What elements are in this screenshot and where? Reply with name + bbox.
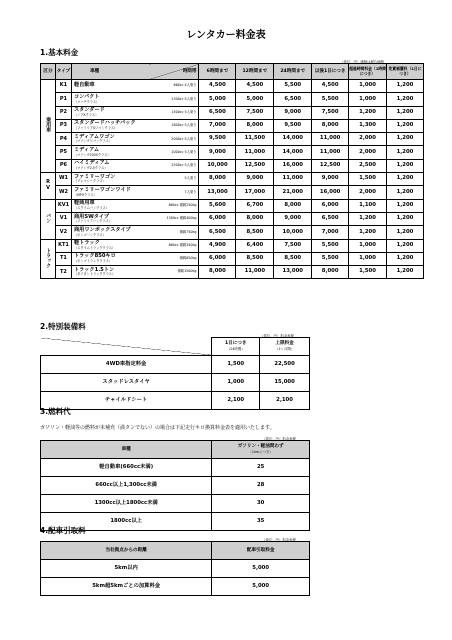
price-cell: 14,000 [274, 146, 312, 159]
price-cell: 4,500 [236, 80, 274, 93]
cap-value: 22,500 [260, 356, 310, 374]
price-cell: 8,500 [236, 252, 274, 265]
price-cell: 1,200 [387, 186, 424, 199]
table-row [41, 560, 310, 578]
price-cell: 7,500 [274, 239, 312, 252]
table-row [41, 459, 310, 477]
price-cell: 14,000 [274, 133, 312, 146]
vehicle-cell [71, 146, 149, 159]
vehicle-name: 商用ワンボックスタイプ [73, 226, 131, 233]
header-category: 区分 [41, 64, 56, 80]
vehicle-class: （マテンザ2000クラス） [73, 152, 111, 157]
vehicle-name: 軽商用車 [73, 200, 95, 207]
category-label: 乗用車 [45, 117, 52, 133]
header-after: 以後1日につき [312, 64, 349, 80]
price-cell: 1,200 [387, 252, 424, 265]
section-1-heading: 1.基本料金 [40, 48, 79, 57]
price-cell: 5,500 [274, 80, 312, 93]
header-cap-sub: （1ヶ月間） [275, 346, 295, 351]
header-fuel-vehicle: 車種 [41, 441, 212, 459]
price-cell: 8,500 [274, 252, 312, 265]
table-row [41, 119, 424, 132]
vehicle-class: （MPVクラス） [73, 192, 97, 197]
price-cell: 1,200 [349, 106, 387, 119]
header-fuel-rate [212, 441, 310, 459]
type-cell: T2 [55, 266, 71, 279]
distance-label: 5km超5kmごとの加算料金 [41, 578, 212, 596]
price-cell: 21,000 [274, 186, 312, 199]
type-cell: P6 [55, 159, 71, 172]
table-row [41, 578, 310, 596]
vehicle-name: ファミリーワゴンワイド [73, 186, 131, 193]
vehicle-class: （マテンザ2.5クラス） [73, 166, 108, 171]
type-cell: T1 [55, 252, 71, 265]
vehicle-spec: 1300cc 積載400kg [149, 212, 199, 225]
type-cell: K1 [55, 80, 71, 93]
vehicle-name: トラック1.5トン [73, 266, 115, 273]
price-cell: 8,000 [312, 119, 349, 132]
vehicle-cell [71, 199, 149, 212]
price-cell: 8,000 [199, 173, 236, 186]
header-6h: 6時間まで [199, 64, 236, 80]
header-cap-label: 上限料金 [275, 341, 294, 347]
price-cell: 11,000 [236, 146, 274, 159]
price-cell: 16,000 [274, 159, 312, 172]
type-cell: P4 [55, 133, 71, 146]
price-cell: 1,200 [387, 80, 424, 93]
header-distance: 当社拠点からの距離 [41, 542, 212, 560]
price-cell: 7,000 [312, 226, 349, 239]
vehicle-spec: 積載850kg [149, 252, 199, 265]
vehicle-spec: 積載750kg [149, 226, 199, 239]
price-cell: 1,200 [387, 133, 424, 146]
vehicle-spec: 2500cc 5人乗り [149, 159, 199, 172]
vehicle-name: ファミリーワゴン [73, 173, 116, 180]
type-cell: P1 [55, 93, 71, 106]
per-day-value: 2,100 [212, 392, 260, 410]
price-cell: 11,000 [236, 266, 274, 279]
price-cell: 6,500 [199, 226, 236, 239]
vehicle-class: （ノアKクラス） [73, 112, 99, 117]
section-4-note: （単位：円）料金表税 [262, 538, 296, 542]
table-row [41, 146, 424, 159]
price-cell: 17,000 [236, 186, 274, 199]
price-cell: 1,200 [387, 159, 424, 172]
header-fuel-rate-sub: （1kmにつき） [248, 449, 273, 454]
type-cell: P3 [55, 119, 71, 132]
table-row [41, 266, 424, 279]
cap-value: 15,000 [260, 374, 310, 392]
vehicle-name: 軽自動車 [73, 82, 95, 89]
price-cell: 1,300 [349, 119, 387, 132]
vehicle-name: ミディアム [73, 147, 100, 154]
header-per-day-label: 1日につき [224, 341, 247, 347]
special-equipment-table [40, 337, 310, 410]
blank-header-cell [41, 338, 212, 356]
type-cell: V2 [55, 226, 71, 239]
price-cell: 9,500 [199, 133, 236, 146]
fuel-rate-value: 25 [212, 459, 310, 477]
fuel-vehicle-label: 660cc以上1,300cc未満 [41, 477, 212, 495]
section-1-note: （単位：円）価格は税込価格 [340, 60, 385, 64]
vehicle-class: （プレマシークラス） [73, 179, 106, 184]
type-cell: W2 [55, 186, 71, 199]
price-cell: 11,500 [236, 133, 274, 146]
price-cell: 9,000 [236, 173, 274, 186]
price-cell: 11,000 [312, 146, 349, 159]
section-2-note: （単位：円）料金表税 [260, 334, 294, 338]
vehicle-name: コンパクト [73, 93, 100, 100]
section-2-heading: 2.特別装備料 [40, 322, 86, 331]
type-cell: W1 [55, 173, 71, 186]
price-cell: 2,000 [349, 186, 387, 199]
vehicle-name: トラック850キロ [73, 253, 116, 260]
vehicle-cell [71, 133, 149, 146]
vehicle-name: 軽トラック [73, 240, 100, 247]
price-cell: 8,000 [236, 212, 274, 225]
price-cell: 1,200 [387, 119, 424, 132]
section-3-heading: 3.燃料代 [40, 407, 71, 416]
price-cell: 1,200 [387, 146, 424, 159]
price-cell: 1,200 [387, 173, 424, 186]
price-cell: 4,900 [199, 239, 236, 252]
price-cell: 8,000 [312, 266, 349, 279]
vehicle-spec: 660cc 4人乗り [149, 80, 199, 93]
header-per-day-sub: （24時間） [226, 346, 245, 351]
price-cell: 1,200 [387, 266, 424, 279]
type-cell: V1 [55, 212, 71, 225]
delivery-fee-table [40, 541, 310, 596]
header-type: タイプ [55, 64, 71, 80]
vehicle-cell [71, 212, 149, 225]
price-cell: 6,000 [312, 199, 349, 212]
price-cell: 8,500 [236, 226, 274, 239]
price-cell: 1,200 [387, 239, 424, 252]
table-row [41, 252, 424, 265]
price-cell: 9,000 [274, 212, 312, 225]
price-cell: 2,000 [349, 146, 387, 159]
price-cell: 5,000 [236, 93, 274, 106]
basic-fee-table [40, 63, 424, 279]
price-cell: 5,000 [199, 93, 236, 106]
vehicle-spec: 660cc 積載250kg [149, 199, 199, 212]
table-row [41, 477, 310, 495]
fuel-vehicle-label: 1800cc以上 [41, 513, 212, 531]
table-row [41, 159, 424, 172]
header-insurance: 免責補償料（1日につき） [387, 64, 424, 80]
price-cell: 5,500 [312, 93, 349, 106]
header-delivery-fee: 配車引取料金 [212, 542, 310, 560]
vehicle-spec: 1300cc 5人乗り [149, 93, 199, 106]
header-vehicle: 車種 [71, 64, 149, 80]
vehicle-spec: 2000cc 5人乗り [149, 146, 199, 159]
table-row [41, 392, 310, 410]
table-row [41, 356, 310, 374]
fuel-vehicle-label: 1300cc以上1800cc未満 [41, 495, 212, 513]
distance-label: 5km以内 [41, 560, 212, 578]
price-cell: 11,000 [274, 173, 312, 186]
price-cell: 1,000 [349, 93, 387, 106]
vehicle-name: ハイミディアム [73, 160, 110, 167]
vehicle-cell [71, 226, 149, 239]
price-cell: 11,000 [312, 133, 349, 146]
price-cell: 6,500 [199, 106, 236, 119]
equipment-label: 4WD車指定料金 [41, 356, 212, 374]
section-4-heading: 4.配車引取料 [40, 526, 86, 535]
table-row [41, 106, 424, 119]
vehicle-cell [71, 159, 149, 172]
header-extra: 超過時間料金（1時間につき） [349, 64, 387, 80]
vehicle-cell [71, 106, 149, 119]
per-day-value: 1,500 [212, 356, 260, 374]
price-cell: 6,700 [236, 199, 274, 212]
type-cell: P2 [55, 106, 71, 119]
table-row [41, 495, 310, 513]
price-cell: 4,500 [312, 80, 349, 93]
price-cell: 1,200 [387, 93, 424, 106]
table-row [41, 212, 424, 225]
price-cell: 12,500 [236, 159, 274, 172]
category-cell [41, 173, 56, 200]
price-cell: 6,400 [236, 239, 274, 252]
fuel-rate-value: 30 [212, 495, 310, 513]
price-cell: 16,000 [312, 186, 349, 199]
vehicle-class: （タイタントラッククラス） [73, 272, 116, 277]
vehicle-name: ミディアムワゴン [73, 133, 115, 140]
category-cell [41, 199, 56, 239]
price-cell: 1,200 [387, 199, 424, 212]
price-cell: 8,000 [199, 266, 236, 279]
vehicle-cell [71, 252, 149, 265]
price-cell: 1,000 [349, 239, 387, 252]
price-cell: 8,000 [236, 119, 274, 132]
header-24h: 24時間まで [274, 64, 312, 80]
header-12h: 12時間まで [236, 64, 274, 80]
price-cell: 7,500 [312, 106, 349, 119]
vehicle-class: （マテンザワゴンクラス） [73, 139, 112, 144]
price-cell: 9,000 [312, 173, 349, 186]
price-cell: 1,200 [387, 212, 424, 225]
price-cell: 5,600 [199, 199, 236, 212]
category-label: バン [45, 212, 52, 223]
equipment-label: チャイルドシート [41, 392, 212, 410]
vehicle-class: （ボンゴバンクラス） [73, 232, 106, 237]
table-row [41, 186, 424, 199]
vehicle-name: スタンダード [73, 107, 105, 114]
vehicle-cell [71, 173, 149, 186]
header-fuel-rate-label: ガソリン・軽油問わず [237, 444, 284, 450]
category-label: RV [45, 178, 52, 191]
vehicle-spec: 660cc 積載350kg [149, 239, 199, 252]
vehicle-cell [71, 239, 149, 252]
price-cell: 6,500 [274, 93, 312, 106]
price-cell: 6,000 [199, 252, 236, 265]
category-cell [41, 80, 56, 173]
vehicle-cell [71, 186, 149, 199]
table-row [41, 80, 424, 93]
price-cell: 13,000 [199, 186, 236, 199]
price-cell: 1,500 [349, 266, 387, 279]
delivery-fee-value: 5,000 [212, 560, 310, 578]
header-time: 時間帯 [149, 64, 199, 80]
vehicle-spec: 1800cc 5人乗り [149, 119, 199, 132]
vehicle-cell [71, 80, 149, 93]
vehicle-class: （ファミリアSワゴンクラス） [73, 126, 118, 131]
price-cell: 1,000 [349, 252, 387, 265]
price-cell: 10,000 [199, 159, 236, 172]
price-cell: 12,500 [312, 159, 349, 172]
table-row [41, 226, 424, 239]
price-cell: 2,000 [349, 133, 387, 146]
vehicle-class: （スクラムトラッククラス） [73, 245, 116, 250]
vehicle-cell [71, 93, 149, 106]
vehicle-class: （マーチクラス） [73, 99, 100, 104]
vehicle-name: スタンダードハッチバック [73, 120, 136, 127]
price-cell: 5,500 [312, 239, 349, 252]
price-cell: 6,000 [199, 212, 236, 225]
header-cap [260, 338, 310, 356]
delivery-fee-value: 5,000 [212, 578, 310, 596]
price-cell: 1,200 [387, 106, 424, 119]
price-cell: 1,200 [349, 212, 387, 225]
price-cell: 9,500 [274, 119, 312, 132]
vehicle-class: （ファミリアバンクラス） [73, 219, 112, 224]
table-row [41, 173, 424, 186]
price-cell: 9,000 [199, 146, 236, 159]
price-cell: 4,500 [199, 80, 236, 93]
price-cell: 1,100 [349, 199, 387, 212]
cap-value: 2,100 [260, 392, 310, 410]
table-row [41, 93, 424, 106]
fuel-rate-value: 28 [212, 477, 310, 495]
table-row [41, 239, 424, 252]
price-cell: 1,000 [349, 80, 387, 93]
page-title: レンタカー料金表 [186, 30, 266, 41]
vehicle-spec: 1500cc 5人乗り [149, 106, 199, 119]
price-cell: 6,500 [312, 212, 349, 225]
vehicle-spec: 5人乗り [149, 173, 199, 186]
equipment-label: スタッドレスタイヤ [41, 374, 212, 392]
price-cell: 2,500 [349, 159, 387, 172]
fuel-table [40, 440, 310, 531]
vehicle-spec: 7人乗り [149, 186, 199, 199]
price-cell: 5,500 [312, 252, 349, 265]
vehicle-class: （スクラムバンクラス） [73, 205, 109, 210]
category-label: トラック [45, 247, 52, 268]
vehicle-class: （ボンゴトラッククラス） [73, 259, 113, 264]
price-cell: 8,000 [274, 199, 312, 212]
fuel-vehicle-label: 軽自動車(660cc未満) [41, 459, 212, 477]
vehicle-cell [71, 266, 149, 279]
per-day-value: 1,000 [212, 374, 260, 392]
vehicle-spec: 2000cc 5人乗り [149, 133, 199, 146]
type-cell: P5 [55, 146, 71, 159]
price-cell: 1,200 [349, 226, 387, 239]
section-3-note: （単位：円）料金表税 [262, 437, 296, 441]
price-cell: 7,500 [236, 106, 274, 119]
vehicle-name: 商用SWタイプ [73, 213, 110, 220]
price-cell: 7,000 [199, 119, 236, 132]
price-cell: 1,500 [349, 173, 387, 186]
header-per-day [212, 338, 260, 356]
type-cell: KV1 [55, 199, 71, 212]
vehicle-spec: 積載1500kg [149, 266, 199, 279]
price-cell: 1,200 [387, 226, 424, 239]
price-cell: 9,000 [274, 106, 312, 119]
table-row [41, 374, 310, 392]
price-cell: 13,000 [274, 266, 312, 279]
vehicle-cell [71, 119, 149, 132]
section-3-paragraph: ガソリン・軽油等の燃料が未補充（満タンでない）の場合は下記走行キロ換算料金表を適用いたします。 [40, 425, 275, 431]
fuel-rate-value: 35 [212, 513, 310, 531]
category-cell [41, 239, 56, 279]
price-cell: 10,000 [274, 226, 312, 239]
table-row [41, 133, 424, 146]
type-cell: KT1 [55, 239, 71, 252]
table-row [41, 199, 424, 212]
